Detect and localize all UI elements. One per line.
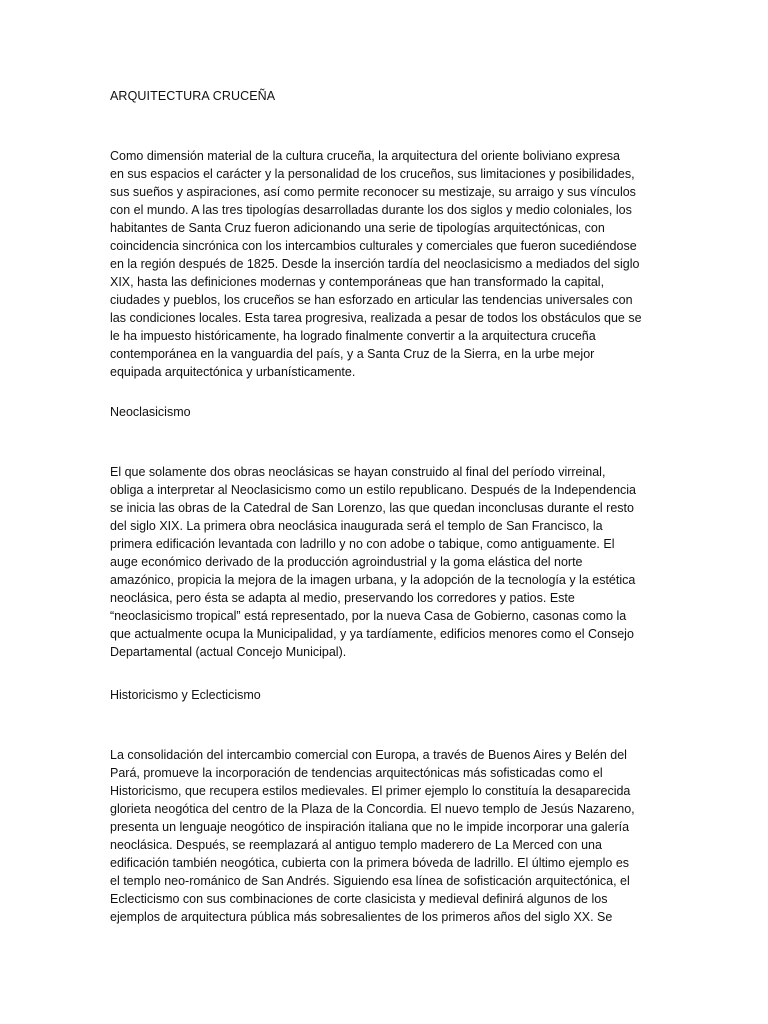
paragraph-line: presenta un lenguaje neogótico de inspiración italiana que no le impide incorporar una galería <box>110 820 630 834</box>
paragraph-line: Como dimensión material de la cultura cruceña, la arquitectura del oriente boliviano expresa <box>110 149 620 163</box>
paragraph-line: neoclásica, pero ésta se adapta al medio, preservando los corredores y patios. Este <box>110 591 575 605</box>
document-title: ARQUITECTURA CRUCEÑA <box>110 89 276 103</box>
paragraph-line: edificación también neogótica, cubierta con la primera bóveda de ladrillo. El último ejemplo es <box>110 856 630 870</box>
paragraph-line: las condiciones locales. Esta tarea progresiva, realizada a pesar de todos los obstáculos que se <box>110 311 642 325</box>
paragraph-line: amazónico, propicia la mejora de la imagen urbana, y la adopción de la tecnología y la estética <box>110 573 636 587</box>
paragraph-line: La consolidación del intercambio comercial con Europa, a través de Buenos Aires y Belén del <box>110 748 627 762</box>
paragraph-line: que actualmente ocupa la Municipalidad, y ya tardíamente, edificios menores como el Consejo <box>110 627 634 641</box>
paragraph-line: obliga a interpretar al Neoclasicismo como un estilo republicano. Después de la Independencia <box>110 483 637 497</box>
intro-paragraph <box>110 147 660 381</box>
paragraph-line: el templo neo-románico de San Andrés. Siguiendo esa línea de sofisticación arquitectónica, el <box>110 874 630 888</box>
section-heading-neoclasicismo: Neoclasicismo <box>110 405 191 419</box>
paragraph-line: Departamental (actual Concejo Municipal). <box>110 645 347 659</box>
paragraph-line: en la región después de 1825. Desde la inserción tardía del neoclasicismo a mediados del siglo <box>110 257 640 271</box>
paragraph-line: habitantes de Santa Cruz fueron adicionando una serie de tipologías arquitectónicas, con <box>110 221 605 235</box>
paragraph-line: XIX, hasta las definiciones modernas y contemporáneas que han transformado la capital, <box>110 275 605 289</box>
section-heading-historicismo: Historicismo y Eclecticismo <box>110 688 261 702</box>
paragraph-line: Historicismo, que recupera estilos medievales. El primer ejemplo lo constituía la desaparecida <box>110 784 631 798</box>
paragraph-line: auge económico derivado de la producción agroindustrial y la goma elástica del norte <box>110 555 583 569</box>
paragraph-line: del siglo XIX. La primera obra neoclásica inaugurada será el templo de San Francisco, la <box>110 519 603 533</box>
historicismo-paragraph <box>110 746 660 926</box>
paragraph-line: contemporánea en la vanguardia del país, y a Santa Cruz de la Sierra, en la urbe mejor <box>110 347 595 361</box>
paragraph-line: “neoclasicismo tropical” está representado, por la nueva Casa de Gobierno, casonas como la <box>110 609 627 623</box>
paragraph-line: Eclecticismo con sus combinaciones de corte clasicista y medieval definirá algunos de los <box>110 892 608 906</box>
paragraph-line: ciudades y pueblos, los cruceños se han esforzado en articular las tendencias universales con <box>110 293 633 307</box>
paragraph-line: con el mundo. A las tres tipologías desarrolladas durante los dos siglos y medio coloniales, los <box>110 203 632 217</box>
paragraph-line: El que solamente dos obras neoclásicas se hayan construido al final del período virreinal, <box>110 465 606 479</box>
paragraph-line: glorieta neogótica del centro de la Plaza de la Concordia. El nuevo templo de Jesús Nazareno, <box>110 802 635 816</box>
paragraph-line: equipada arquitectónica y urbanísticamente. <box>110 365 356 379</box>
paragraph-line: le ha impuesto históricamente, ha logrado finalmente convertir a la arquitectura cruceña <box>110 329 596 343</box>
neoclasicismo-paragraph <box>110 463 660 661</box>
paragraph-line: Pará, promueve la incorporación de tendencias arquitectónicas más sofisticadas como el <box>110 766 603 780</box>
paragraph-line: sus sueños y aspiraciones, así como permite reconocer su mestizaje, su arraigo y sus vínculos <box>110 185 636 199</box>
paragraph-line: coincidencia sincrónica con los intercambios culturales y comerciales que fueron sucediéndose <box>110 239 637 253</box>
paragraph-line: neoclásica. Después, se reemplazará al antiguo templo maderero de La Merced con una <box>110 838 602 852</box>
paragraph-line: ejemplos de arquitectura pública más sobresalientes de los primeros años del siglo XX. Se <box>110 910 613 924</box>
paragraph-line: se inicia las obras de la Catedral de San Lorenzo, las que quedan inconclusas durante el resto <box>110 501 634 515</box>
paragraph-line: en sus espacios el carácter y la personalidad de los cruceños, sus limitaciones y posibilidades, <box>110 167 635 181</box>
paragraph-line: primera edificación levantada con ladrillo y no con adobe o tabique, como antiguamente. El <box>110 537 615 551</box>
